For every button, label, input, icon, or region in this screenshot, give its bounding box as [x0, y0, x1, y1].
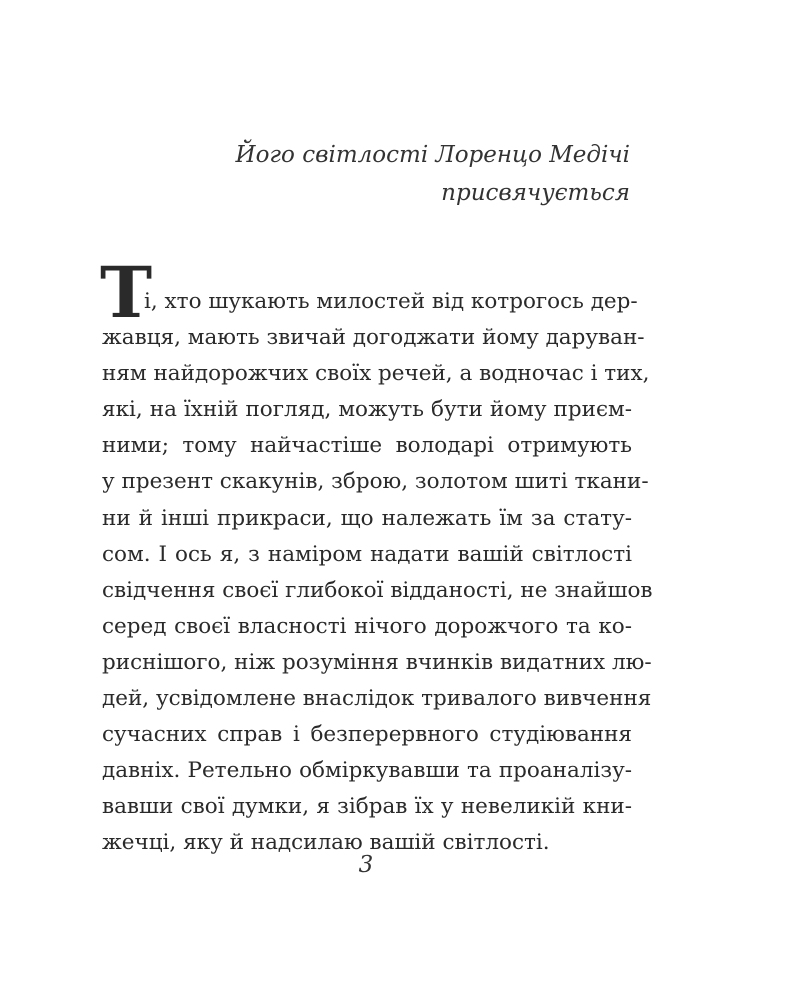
text-line: серед своєї власності нічого дорожчого та ко-	[102, 613, 632, 639]
text-line: ними; тому найчастіше володарі отримують	[102, 433, 632, 459]
dedication	[236, 136, 630, 212]
text-line: ням найдорожчих своїх речей, а водночас і тих,	[102, 361, 650, 387]
dedication-line-1: Його світлості Лоренцо Медічі	[235, 142, 630, 168]
text-line: дей, усвідомлене внаслідок тривалого вивчення	[102, 686, 652, 712]
dedication-line-2: присвячується	[441, 180, 630, 206]
first-row	[100, 251, 638, 334]
text-line: жечці, яку й надсилаю вашій світлості.	[102, 830, 550, 856]
text-line: і, хто шукають милостей від котрогось дер-	[144, 289, 638, 314]
text-line: жавця, мають звичай догоджати йому даруван-	[102, 325, 645, 351]
text-line: які, на їхній погляд, можуть бути йому приєм-	[102, 397, 632, 423]
text-line: вавши свої думки, я зібрав їх у невеликій кни-	[102, 794, 632, 820]
text-line: свідчення своєї глибокої відданості, не знайшов	[102, 577, 653, 603]
text-line: у презент скакунів, зброю, золотом шиті ткани-	[102, 469, 649, 495]
text-line: риснішого, ніж розуміння вчинків видатних лю-	[102, 649, 652, 675]
page-number: 3	[358, 852, 374, 878]
text-line: сом. І ось я, з наміром надати вашій світлості	[102, 541, 632, 567]
text-line: давніх. Ретельно обміркувавши та проаналізу-	[102, 758, 632, 784]
text-line: сучасних справ і безперервного студіювання	[102, 722, 632, 748]
body-paragraph	[100, 251, 653, 862]
drop-cap: Т	[100, 251, 153, 334]
text-line: ни й інші прикраси, що належать їм за стату-	[102, 505, 632, 531]
